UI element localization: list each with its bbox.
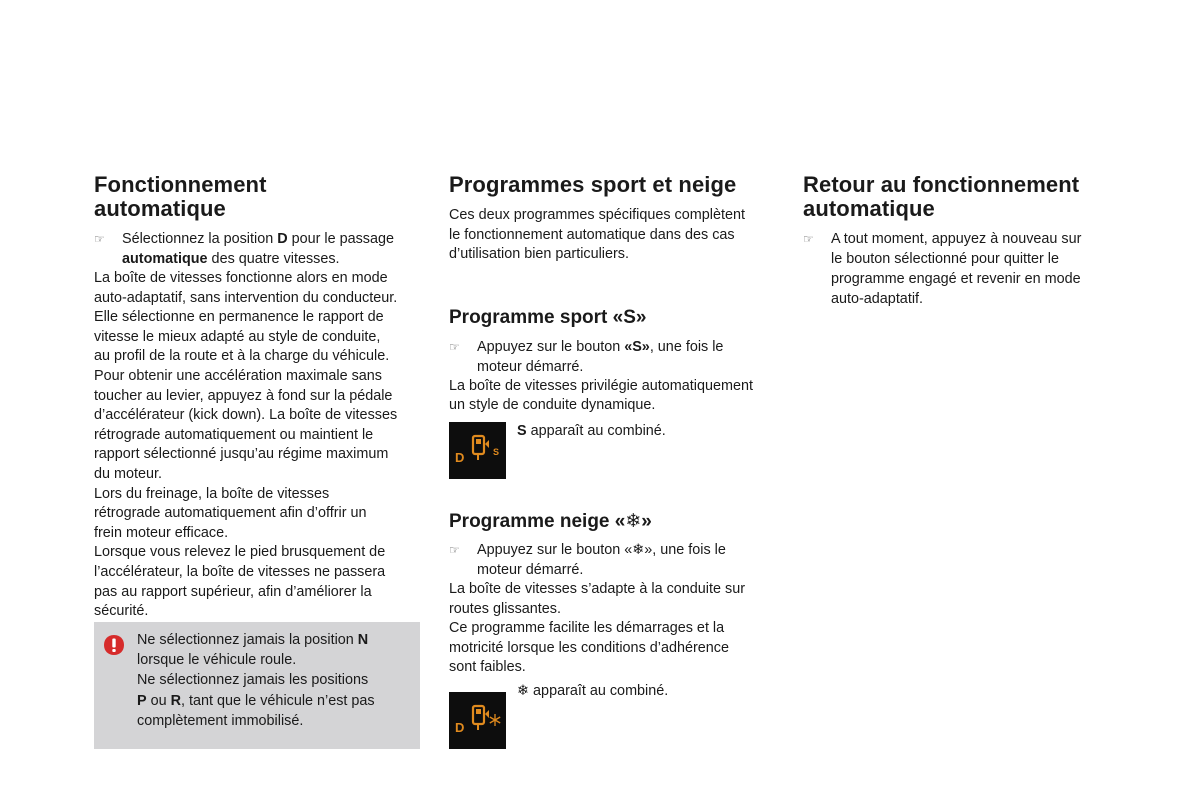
- subsection-title-sport: Programme sport «S»: [449, 306, 647, 328]
- column-sport-snow-programs: [449, 173, 779, 739]
- sport-description: La boîte de vitesses privilégie automatiquement un style de conduite dynamique.: [449, 377, 753, 414]
- svg-text:D: D: [455, 449, 465, 465]
- instruction-select-d: ☞ Sélectionnez la position D pour le passage automatique des quatre vitesses.: [94, 231, 395, 267]
- pointing-hand-icon: ☞: [94, 232, 105, 246]
- column-return-automatic: [803, 173, 1113, 309]
- exclamation-icon: [103, 634, 125, 656]
- section-title-programs: Programmes sport et neige: [449, 172, 737, 197]
- subsection-title-snow: Programme neige «❄»: [449, 510, 652, 532]
- snow-description: La boîte de vitesses s’adapte à la conduite sur routes glissantes. Ce programme facilite les démarrages et la motricité lorsque les conditions d’adhérence sont faibles.: [449, 580, 745, 676]
- instrument-display-snow: [449, 692, 506, 749]
- instruction-press-s: ☞ Appuyez sur le bouton «S», une fois le moteur démarré.: [449, 338, 724, 375]
- snow-display-figure: [449, 682, 779, 739]
- instrument-display-sport: [449, 422, 506, 479]
- pointing-hand-icon: ☞: [449, 542, 460, 557]
- section-title-return: Retour au fonctionnement automatique: [803, 172, 1080, 221]
- column-automatic-operation: [94, 173, 424, 622]
- pointing-hand-icon: ☞: [449, 339, 460, 354]
- warning-text: Ne sélectionnez jamais la position N lorsque le véhicule roule. Ne sélectionnez jamais les positions P ou R, tant que le véhicule n’est pas complètement immobilisé.: [137, 632, 375, 729]
- snow-display-caption: ❄ apparaît au combiné.: [517, 682, 669, 699]
- sport-display-figure: [449, 422, 779, 479]
- sport-display-caption: S apparaît au combiné.: [517, 422, 666, 439]
- svg-text:D: D: [455, 719, 465, 735]
- section-title-automatic: Fonctionnement automatique: [94, 172, 267, 221]
- svg-text:S: S: [493, 446, 500, 457]
- gearbox-snow-icon: [449, 692, 506, 749]
- snowflake-icon: [490, 714, 500, 726]
- programs-intro: Ces deux programmes spécifiques complètent le fonctionnement automatique dans des cas d’utilisation bien particuliers.: [449, 207, 745, 263]
- warning-box: [94, 622, 420, 749]
- pointing-hand-icon: ☞: [803, 232, 814, 246]
- gearbox-sport-icon: [449, 422, 506, 479]
- instruction-press-snow: ☞ Appuyez sur le bouton «❄», une fois le moteur démarré.: [449, 541, 726, 578]
- instruction-press-again: ☞ A tout moment, appuyez à nouveau sur le bouton sélectionné pour quitter le programme engagé et revenir en mode auto-adaptatif.: [803, 231, 1082, 307]
- automatic-description: La boîte de vitesses fonctionne alors en mode auto-adaptatif, sans intervention du conducteur. Elle sélectionne en permanence le rapport de vitesse le mieux adapté au style de conduite, au profil de la route et à la charge du véhicule. Pour obtenir une accélération maximale sans toucher au levier, appuyez à fond sur la pédale d’accélérateur (kick down). La boîte de vitesses rétrograde automatiquement ou maintient le rapport sélectionné jusqu’au régime maximum du moteur. Lors du freinage, la boîte de vitesses rétrograde automatiquement afin d’offrir un frein moteur efficace. Lorsque vous relevez le pied brusquement de l’accélérateur, la boîte de vitesses ne passera pas au rapport supérieur, afin d’améliorer la sécurité.: [94, 270, 398, 620]
